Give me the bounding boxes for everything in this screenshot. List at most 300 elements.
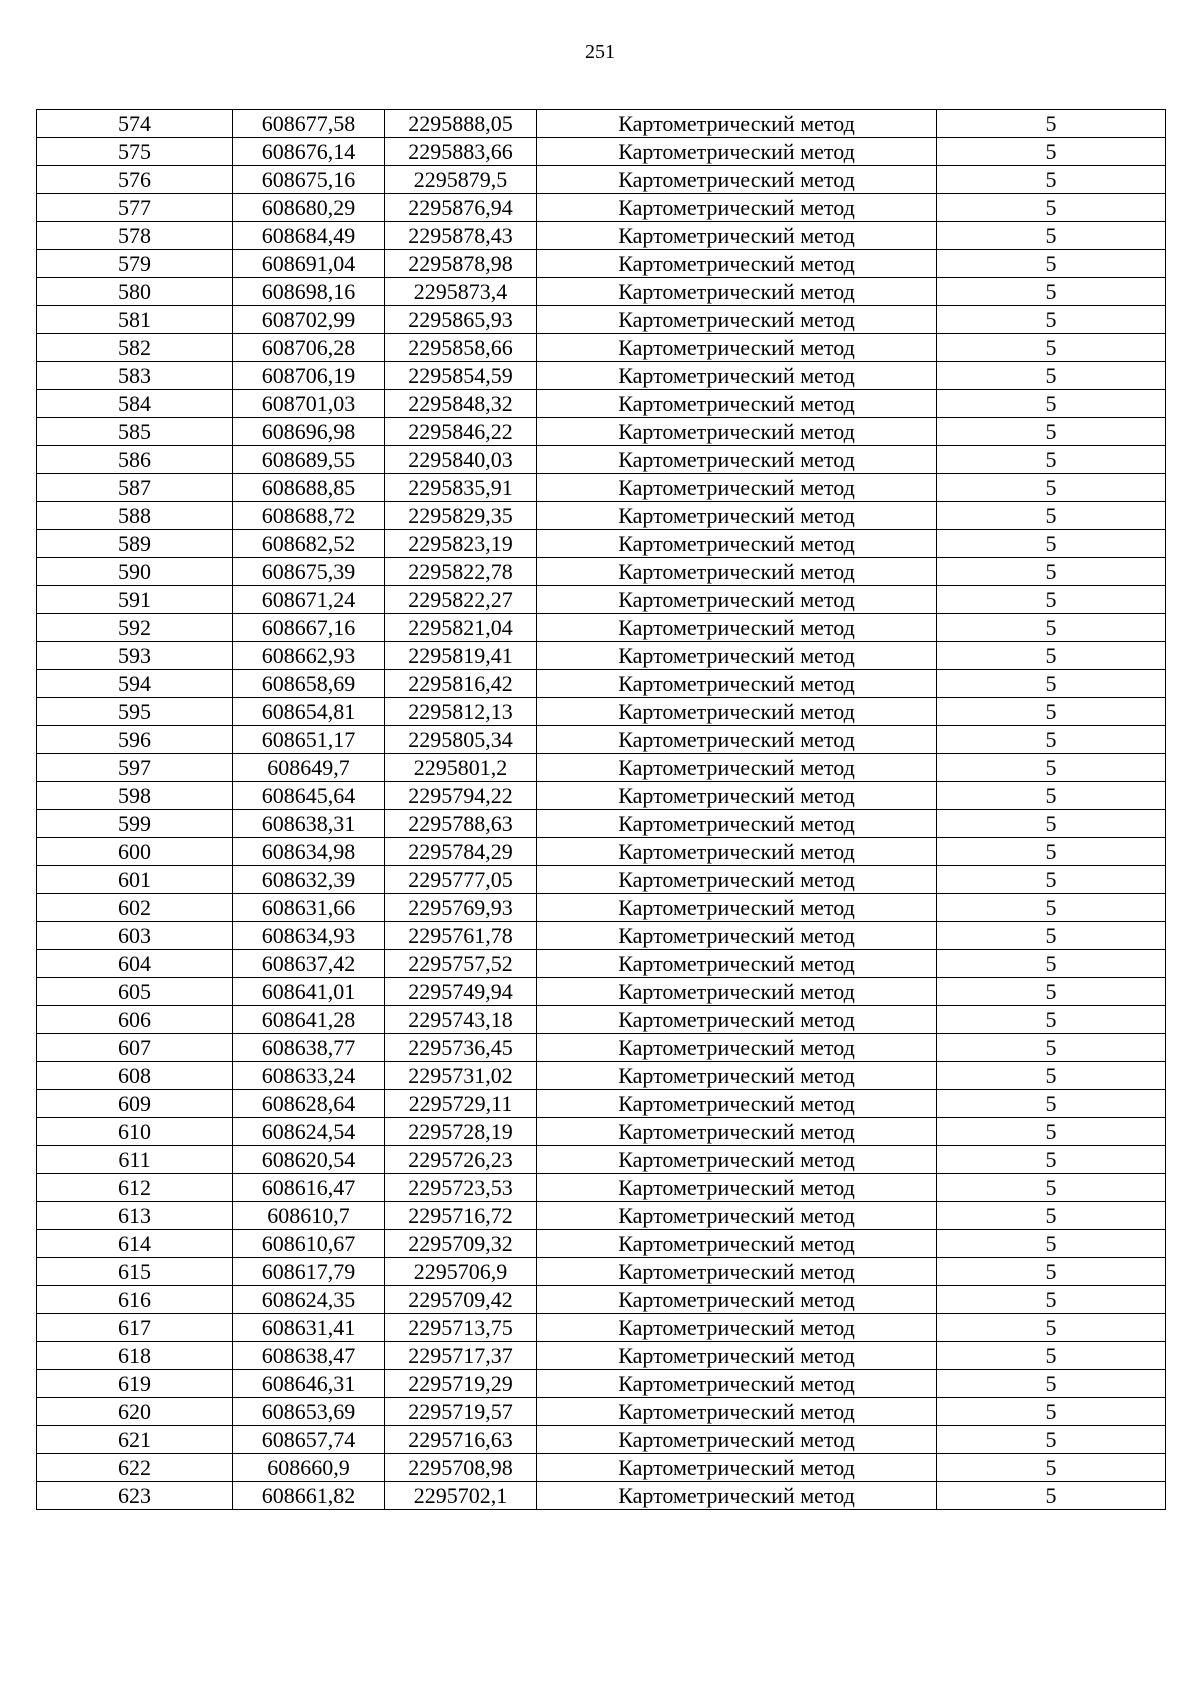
x-coordinate-cell: 608610,7	[233, 1202, 385, 1230]
page-number: 251	[585, 41, 615, 63]
accuracy-cell: 5	[937, 866, 1166, 894]
table-row	[37, 1146, 1166, 1174]
accuracy-cell: 5	[937, 642, 1166, 670]
point-number-cell: 580	[37, 278, 233, 306]
table-row	[37, 1482, 1166, 1510]
y-coordinate-cell: 2295788,63	[385, 810, 537, 838]
y-coordinate-cell: 2295823,19	[385, 530, 537, 558]
table-row	[37, 782, 1166, 810]
y-coordinate-cell: 2295883,66	[385, 138, 537, 166]
table-row	[37, 698, 1166, 726]
accuracy-cell: 5	[937, 782, 1166, 810]
point-number-cell: 585	[37, 418, 233, 446]
accuracy-cell: 5	[937, 586, 1166, 614]
x-coordinate-cell: 608631,41	[233, 1314, 385, 1342]
method-cell: Картометрический метод	[537, 390, 937, 418]
y-coordinate-cell: 2295743,18	[385, 1006, 537, 1034]
accuracy-cell: 5	[937, 1314, 1166, 1342]
method-cell: Картометрический метод	[537, 586, 937, 614]
table-row	[37, 1342, 1166, 1370]
x-coordinate-cell: 608662,93	[233, 642, 385, 670]
y-coordinate-cell: 2295822,78	[385, 558, 537, 586]
point-number-cell: 609	[37, 1090, 233, 1118]
x-coordinate-cell: 608684,49	[233, 222, 385, 250]
x-coordinate-cell: 608641,28	[233, 1006, 385, 1034]
method-cell: Картометрический метод	[537, 250, 937, 278]
x-coordinate-cell: 608610,67	[233, 1230, 385, 1258]
point-number-cell: 614	[37, 1230, 233, 1258]
table-row	[37, 138, 1166, 166]
x-coordinate-cell: 608617,79	[233, 1258, 385, 1286]
accuracy-cell: 5	[937, 418, 1166, 446]
x-coordinate-cell: 608631,66	[233, 894, 385, 922]
table-row	[37, 1314, 1166, 1342]
accuracy-cell: 5	[937, 138, 1166, 166]
method-cell: Картометрический метод	[537, 194, 937, 222]
point-number-cell: 574	[37, 110, 233, 138]
accuracy-cell: 5	[937, 278, 1166, 306]
y-coordinate-cell: 2295865,93	[385, 306, 537, 334]
y-coordinate-cell: 2295716,72	[385, 1202, 537, 1230]
x-coordinate-cell: 608620,54	[233, 1146, 385, 1174]
method-cell: Картометрический метод	[537, 474, 937, 502]
method-cell: Картометрический метод	[537, 1174, 937, 1202]
point-number-cell: 592	[37, 614, 233, 642]
y-coordinate-cell: 2295713,75	[385, 1314, 537, 1342]
y-coordinate-cell: 2295761,78	[385, 922, 537, 950]
method-cell: Картометрический метод	[537, 866, 937, 894]
point-number-cell: 598	[37, 782, 233, 810]
accuracy-cell: 5	[937, 1398, 1166, 1426]
point-number-cell: 603	[37, 922, 233, 950]
accuracy-cell: 5	[937, 222, 1166, 250]
method-cell: Картометрический метод	[537, 110, 937, 138]
point-number-cell: 577	[37, 194, 233, 222]
table-row	[37, 1006, 1166, 1034]
x-coordinate-cell: 608645,64	[233, 782, 385, 810]
accuracy-cell: 5	[937, 390, 1166, 418]
accuracy-cell: 5	[937, 1090, 1166, 1118]
coordinates-table-body	[37, 110, 1166, 1510]
accuracy-cell: 5	[937, 1482, 1166, 1510]
y-coordinate-cell: 2295858,66	[385, 334, 537, 362]
table-row	[37, 222, 1166, 250]
method-cell: Картометрический метод	[537, 614, 937, 642]
point-number-cell: 612	[37, 1174, 233, 1202]
point-number-cell: 579	[37, 250, 233, 278]
table-row	[37, 306, 1166, 334]
method-cell: Картометрический метод	[537, 670, 937, 698]
accuracy-cell: 5	[937, 950, 1166, 978]
point-number-cell: 576	[37, 166, 233, 194]
y-coordinate-cell: 2295749,94	[385, 978, 537, 1006]
table-row	[37, 1230, 1166, 1258]
point-number-cell: 582	[37, 334, 233, 362]
table-row	[37, 1034, 1166, 1062]
x-coordinate-cell: 608661,82	[233, 1482, 385, 1510]
point-number-cell: 610	[37, 1118, 233, 1146]
point-number-cell: 617	[37, 1314, 233, 1342]
y-coordinate-cell: 2295706,9	[385, 1258, 537, 1286]
y-coordinate-cell: 2295728,19	[385, 1118, 537, 1146]
point-number-cell: 581	[37, 306, 233, 334]
table-row	[37, 390, 1166, 418]
point-number-cell: 600	[37, 838, 233, 866]
table-row	[37, 922, 1166, 950]
x-coordinate-cell: 608688,72	[233, 502, 385, 530]
method-cell: Картометрический метод	[537, 1286, 937, 1314]
method-cell: Картометрический метод	[537, 362, 937, 390]
accuracy-cell: 5	[937, 502, 1166, 530]
method-cell: Картометрический метод	[537, 782, 937, 810]
table-row	[37, 586, 1166, 614]
accuracy-cell: 5	[937, 838, 1166, 866]
x-coordinate-cell: 608654,81	[233, 698, 385, 726]
method-cell: Картометрический метод	[537, 418, 937, 446]
accuracy-cell: 5	[937, 1006, 1166, 1034]
method-cell: Картометрический метод	[537, 1314, 937, 1342]
method-cell: Картометрический метод	[537, 894, 937, 922]
method-cell: Картометрический метод	[537, 1342, 937, 1370]
method-cell: Картометрический метод	[537, 1426, 937, 1454]
point-number-cell: 587	[37, 474, 233, 502]
x-coordinate-cell: 608702,99	[233, 306, 385, 334]
x-coordinate-cell: 608696,98	[233, 418, 385, 446]
y-coordinate-cell: 2295835,91	[385, 474, 537, 502]
table-row	[37, 866, 1166, 894]
y-coordinate-cell: 2295769,93	[385, 894, 537, 922]
x-coordinate-cell: 608676,14	[233, 138, 385, 166]
accuracy-cell: 5	[937, 362, 1166, 390]
table-row	[37, 530, 1166, 558]
table-row	[37, 1062, 1166, 1090]
table-row	[37, 894, 1166, 922]
point-number-cell: 613	[37, 1202, 233, 1230]
point-number-cell: 591	[37, 586, 233, 614]
table-row	[37, 614, 1166, 642]
y-coordinate-cell: 2295719,29	[385, 1370, 537, 1398]
accuracy-cell: 5	[937, 446, 1166, 474]
y-coordinate-cell: 2295816,42	[385, 670, 537, 698]
method-cell: Картометрический метод	[537, 1118, 937, 1146]
y-coordinate-cell: 2295829,35	[385, 502, 537, 530]
method-cell: Картометрический метод	[537, 726, 937, 754]
y-coordinate-cell: 2295729,11	[385, 1090, 537, 1118]
x-coordinate-cell: 608638,47	[233, 1342, 385, 1370]
table-row	[37, 1118, 1166, 1146]
y-coordinate-cell: 2295873,4	[385, 278, 537, 306]
y-coordinate-cell: 2295878,43	[385, 222, 537, 250]
method-cell: Картометрический метод	[537, 978, 937, 1006]
point-number-cell: 620	[37, 1398, 233, 1426]
y-coordinate-cell: 2295805,34	[385, 726, 537, 754]
accuracy-cell: 5	[937, 1426, 1166, 1454]
table-row	[37, 1090, 1166, 1118]
table-row	[37, 1174, 1166, 1202]
x-coordinate-cell: 608649,7	[233, 754, 385, 782]
y-coordinate-cell: 2295854,59	[385, 362, 537, 390]
table-row	[37, 1202, 1166, 1230]
y-coordinate-cell: 2295846,22	[385, 418, 537, 446]
method-cell: Картометрический метод	[537, 1146, 937, 1174]
point-number-cell: 597	[37, 754, 233, 782]
table-row	[37, 334, 1166, 362]
x-coordinate-cell: 608688,85	[233, 474, 385, 502]
x-coordinate-cell: 608634,98	[233, 838, 385, 866]
method-cell: Картометрический метод	[537, 1062, 937, 1090]
x-coordinate-cell: 608633,24	[233, 1062, 385, 1090]
accuracy-cell: 5	[937, 1174, 1166, 1202]
point-number-cell: 589	[37, 530, 233, 558]
point-number-cell: 583	[37, 362, 233, 390]
table-row	[37, 418, 1166, 446]
method-cell: Картометрический метод	[537, 138, 937, 166]
point-number-cell: 595	[37, 698, 233, 726]
accuracy-cell: 5	[937, 698, 1166, 726]
x-coordinate-cell: 608638,31	[233, 810, 385, 838]
point-number-cell: 590	[37, 558, 233, 586]
method-cell: Картометрический метод	[537, 1258, 937, 1286]
x-coordinate-cell: 608638,77	[233, 1034, 385, 1062]
accuracy-cell: 5	[937, 894, 1166, 922]
method-cell: Картометрический метод	[537, 642, 937, 670]
accuracy-cell: 5	[937, 670, 1166, 698]
x-coordinate-cell: 608658,69	[233, 670, 385, 698]
x-coordinate-cell: 608624,54	[233, 1118, 385, 1146]
x-coordinate-cell: 608682,52	[233, 530, 385, 558]
x-coordinate-cell: 608677,58	[233, 110, 385, 138]
point-number-cell: 594	[37, 670, 233, 698]
point-number-cell: 593	[37, 642, 233, 670]
x-coordinate-cell: 608651,17	[233, 726, 385, 754]
y-coordinate-cell: 2295709,42	[385, 1286, 537, 1314]
method-cell: Картометрический метод	[537, 502, 937, 530]
point-number-cell: 618	[37, 1342, 233, 1370]
x-coordinate-cell: 608667,16	[233, 614, 385, 642]
method-cell: Картометрический метод	[537, 530, 937, 558]
accuracy-cell: 5	[937, 1342, 1166, 1370]
point-number-cell: 586	[37, 446, 233, 474]
x-coordinate-cell: 608675,16	[233, 166, 385, 194]
y-coordinate-cell: 2295878,98	[385, 250, 537, 278]
accuracy-cell: 5	[937, 530, 1166, 558]
method-cell: Картометрический метод	[537, 698, 937, 726]
table-row	[37, 838, 1166, 866]
table-row	[37, 1286, 1166, 1314]
point-number-cell: 623	[37, 1482, 233, 1510]
method-cell: Картометрический метод	[537, 1202, 937, 1230]
x-coordinate-cell: 608671,24	[233, 586, 385, 614]
accuracy-cell: 5	[937, 810, 1166, 838]
y-coordinate-cell: 2295888,05	[385, 110, 537, 138]
table-row	[37, 250, 1166, 278]
table-row	[37, 362, 1166, 390]
table-row	[37, 950, 1166, 978]
point-number-cell: 602	[37, 894, 233, 922]
accuracy-cell: 5	[937, 1202, 1166, 1230]
y-coordinate-cell: 2295777,05	[385, 866, 537, 894]
y-coordinate-cell: 2295819,41	[385, 642, 537, 670]
x-coordinate-cell: 608680,29	[233, 194, 385, 222]
method-cell: Картометрический метод	[537, 810, 937, 838]
accuracy-cell: 5	[937, 978, 1166, 1006]
x-coordinate-cell: 608706,28	[233, 334, 385, 362]
accuracy-cell: 5	[937, 166, 1166, 194]
y-coordinate-cell: 2295717,37	[385, 1342, 537, 1370]
y-coordinate-cell: 2295723,53	[385, 1174, 537, 1202]
x-coordinate-cell: 608657,74	[233, 1426, 385, 1454]
point-number-cell: 599	[37, 810, 233, 838]
accuracy-cell: 5	[937, 1454, 1166, 1482]
table-row	[37, 166, 1166, 194]
y-coordinate-cell: 2295726,23	[385, 1146, 537, 1174]
point-number-cell: 611	[37, 1146, 233, 1174]
table-row	[37, 670, 1166, 698]
y-coordinate-cell: 2295879,5	[385, 166, 537, 194]
table-row	[37, 1370, 1166, 1398]
x-coordinate-cell: 608691,04	[233, 250, 385, 278]
method-cell: Картометрический метод	[537, 1006, 937, 1034]
point-number-cell: 575	[37, 138, 233, 166]
table-row	[37, 502, 1166, 530]
accuracy-cell: 5	[937, 1118, 1166, 1146]
table-row	[37, 474, 1166, 502]
y-coordinate-cell: 2295848,32	[385, 390, 537, 418]
y-coordinate-cell: 2295821,04	[385, 614, 537, 642]
point-number-cell: 604	[37, 950, 233, 978]
table-row	[37, 978, 1166, 1006]
table-row	[37, 1426, 1166, 1454]
x-coordinate-cell: 608646,31	[233, 1370, 385, 1398]
y-coordinate-cell: 2295731,02	[385, 1062, 537, 1090]
y-coordinate-cell: 2295801,2	[385, 754, 537, 782]
accuracy-cell: 5	[937, 1230, 1166, 1258]
table-row	[37, 1454, 1166, 1482]
point-number-cell: 601	[37, 866, 233, 894]
accuracy-cell: 5	[937, 250, 1166, 278]
x-coordinate-cell: 608637,42	[233, 950, 385, 978]
point-number-cell: 615	[37, 1258, 233, 1286]
y-coordinate-cell: 2295708,98	[385, 1454, 537, 1482]
y-coordinate-cell: 2295794,22	[385, 782, 537, 810]
x-coordinate-cell: 608624,35	[233, 1286, 385, 1314]
point-number-cell: 588	[37, 502, 233, 530]
y-coordinate-cell: 2295822,27	[385, 586, 537, 614]
point-number-cell: 584	[37, 390, 233, 418]
accuracy-cell: 5	[937, 1286, 1166, 1314]
x-coordinate-cell: 608632,39	[233, 866, 385, 894]
table-row	[37, 1398, 1166, 1426]
method-cell: Картометрический метод	[537, 922, 937, 950]
x-coordinate-cell: 608706,19	[233, 362, 385, 390]
point-number-cell: 616	[37, 1286, 233, 1314]
table-row	[37, 446, 1166, 474]
method-cell: Картометрический метод	[537, 1370, 937, 1398]
accuracy-cell: 5	[937, 1034, 1166, 1062]
y-coordinate-cell: 2295840,03	[385, 446, 537, 474]
accuracy-cell: 5	[937, 194, 1166, 222]
x-coordinate-cell: 608634,93	[233, 922, 385, 950]
method-cell: Картометрический метод	[537, 558, 937, 586]
point-number-cell: 605	[37, 978, 233, 1006]
table-row	[37, 810, 1166, 838]
point-number-cell: 621	[37, 1426, 233, 1454]
point-number-cell: 596	[37, 726, 233, 754]
y-coordinate-cell: 2295876,94	[385, 194, 537, 222]
accuracy-cell: 5	[937, 614, 1166, 642]
x-coordinate-cell: 608616,47	[233, 1174, 385, 1202]
accuracy-cell: 5	[937, 334, 1166, 362]
method-cell: Картометрический метод	[537, 1454, 937, 1482]
table-row	[37, 754, 1166, 782]
accuracy-cell: 5	[937, 1062, 1166, 1090]
x-coordinate-cell: 608701,03	[233, 390, 385, 418]
method-cell: Картометрический метод	[537, 446, 937, 474]
coordinates-table	[36, 109, 1166, 1510]
point-number-cell: 606	[37, 1006, 233, 1034]
y-coordinate-cell: 2295812,13	[385, 698, 537, 726]
accuracy-cell: 5	[937, 474, 1166, 502]
y-coordinate-cell: 2295736,45	[385, 1034, 537, 1062]
method-cell: Картометрический метод	[537, 838, 937, 866]
table-row	[37, 558, 1166, 586]
accuracy-cell: 5	[937, 726, 1166, 754]
point-number-cell: 608	[37, 1062, 233, 1090]
accuracy-cell: 5	[937, 110, 1166, 138]
y-coordinate-cell: 2295709,32	[385, 1230, 537, 1258]
method-cell: Картометрический метод	[537, 1398, 937, 1426]
accuracy-cell: 5	[937, 1146, 1166, 1174]
accuracy-cell: 5	[937, 754, 1166, 782]
accuracy-cell: 5	[937, 922, 1166, 950]
x-coordinate-cell: 608689,55	[233, 446, 385, 474]
method-cell: Картометрический метод	[537, 1090, 937, 1118]
x-coordinate-cell: 608675,39	[233, 558, 385, 586]
accuracy-cell: 5	[937, 306, 1166, 334]
method-cell: Картометрический метод	[537, 306, 937, 334]
table-row	[37, 194, 1166, 222]
table-row	[37, 726, 1166, 754]
accuracy-cell: 5	[937, 1258, 1166, 1286]
y-coordinate-cell: 2295719,57	[385, 1398, 537, 1426]
accuracy-cell: 5	[937, 558, 1166, 586]
x-coordinate-cell: 608653,69	[233, 1398, 385, 1426]
table-row	[37, 1258, 1166, 1286]
table-row	[37, 110, 1166, 138]
point-number-cell: 619	[37, 1370, 233, 1398]
y-coordinate-cell: 2295716,63	[385, 1426, 537, 1454]
method-cell: Картометрический метод	[537, 1482, 937, 1510]
method-cell: Картометрический метод	[537, 166, 937, 194]
point-number-cell: 578	[37, 222, 233, 250]
method-cell: Картометрический метод	[537, 1230, 937, 1258]
method-cell: Картометрический метод	[537, 950, 937, 978]
x-coordinate-cell: 608628,64	[233, 1090, 385, 1118]
accuracy-cell: 5	[937, 1370, 1166, 1398]
table-row	[37, 278, 1166, 306]
table-row	[37, 642, 1166, 670]
method-cell: Картометрический метод	[537, 1034, 937, 1062]
x-coordinate-cell: 608660,9	[233, 1454, 385, 1482]
x-coordinate-cell: 608641,01	[233, 978, 385, 1006]
method-cell: Картометрический метод	[537, 754, 937, 782]
method-cell: Картометрический метод	[537, 222, 937, 250]
method-cell: Картометрический метод	[537, 278, 937, 306]
y-coordinate-cell: 2295757,52	[385, 950, 537, 978]
y-coordinate-cell: 2295702,1	[385, 1482, 537, 1510]
point-number-cell: 622	[37, 1454, 233, 1482]
y-coordinate-cell: 2295784,29	[385, 838, 537, 866]
